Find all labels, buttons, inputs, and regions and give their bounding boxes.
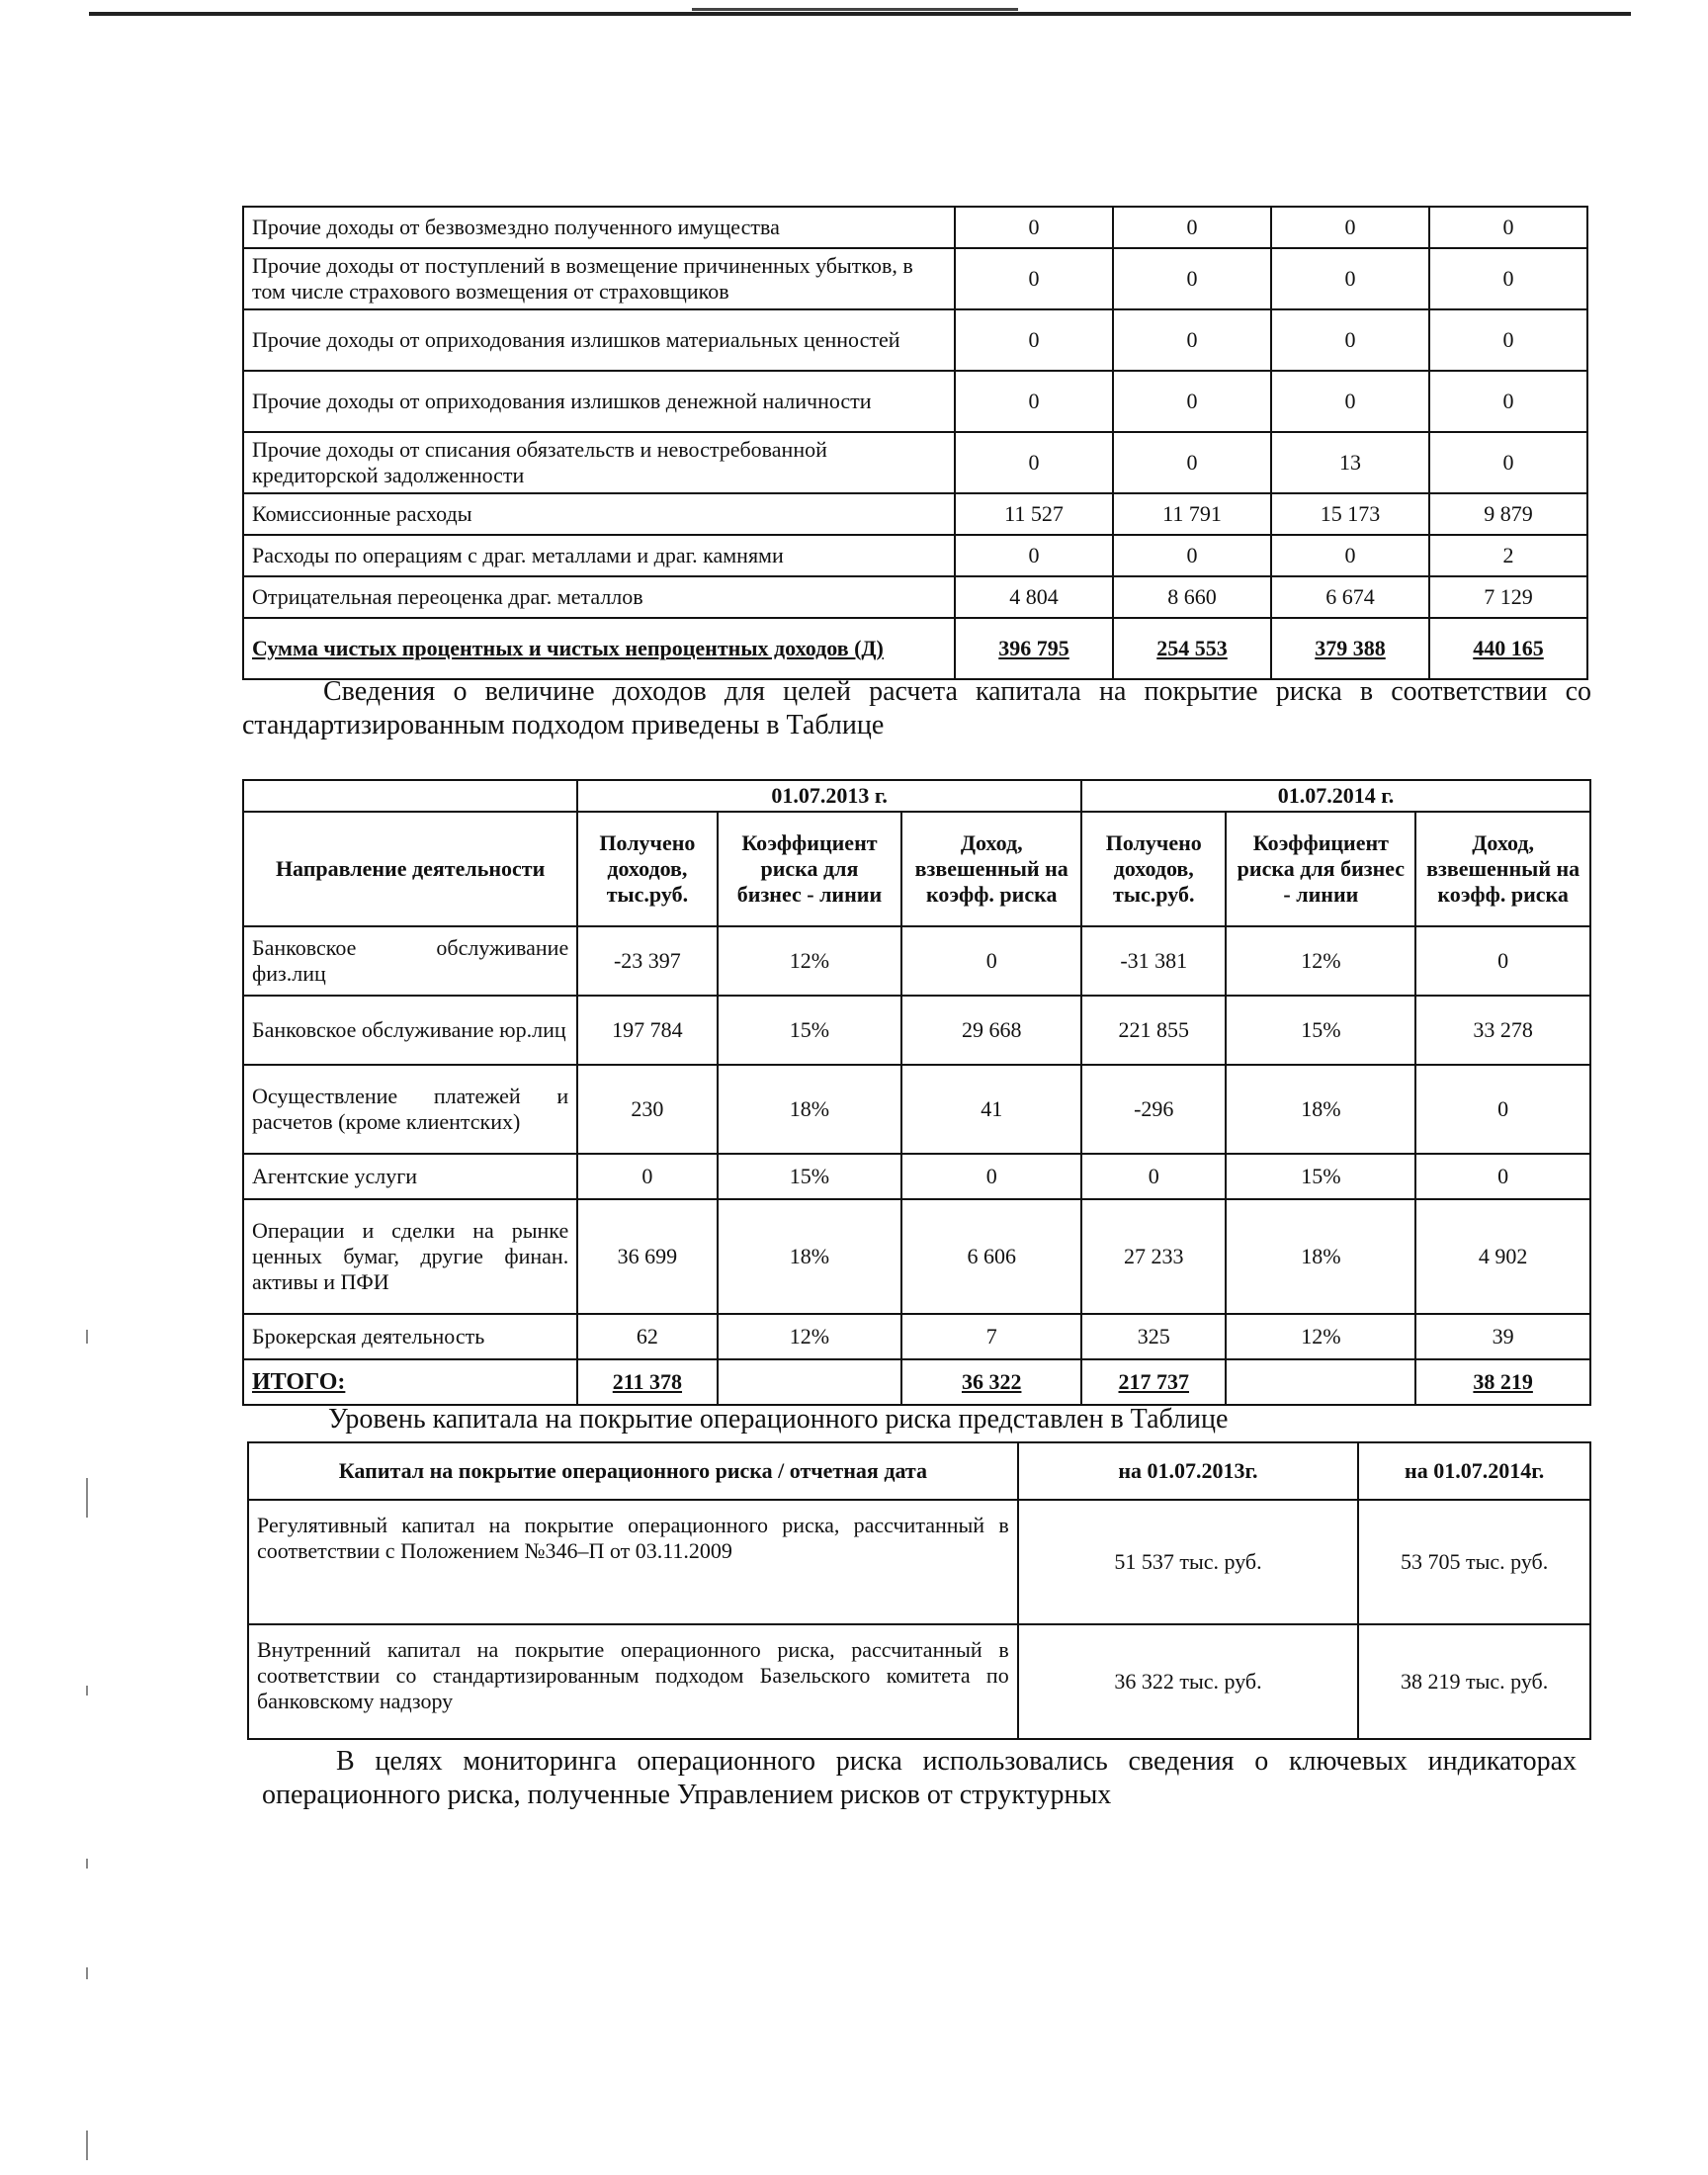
cell-value: 0 bbox=[955, 207, 1113, 248]
header-weighted: Доход, взвешенный на коэфф. риска bbox=[901, 812, 1081, 926]
cell-value: 4 804 bbox=[955, 576, 1113, 618]
cell-value: 254 553 bbox=[1113, 618, 1271, 679]
cell-value: 18% bbox=[718, 1199, 902, 1314]
cell-value: 0 bbox=[1415, 1154, 1590, 1199]
cell-value: 8 660 bbox=[1113, 576, 1271, 618]
cell-value: 12% bbox=[718, 1314, 902, 1359]
cell-value: 12% bbox=[718, 926, 902, 996]
cell-value: 38 219 bbox=[1415, 1359, 1590, 1405]
table-row bbox=[248, 1624, 1590, 1739]
cell-value: -296 bbox=[1081, 1065, 1226, 1154]
table-row bbox=[243, 207, 1587, 248]
cell-value: 0 bbox=[1113, 371, 1271, 432]
scan-top-border bbox=[89, 12, 1631, 16]
cell-value: 41 bbox=[901, 1065, 1081, 1154]
table-row bbox=[243, 926, 1590, 996]
cell-value: 36 322 тыс. руб. bbox=[1018, 1624, 1359, 1739]
paragraph-income-info: Сведения о величине доходов для целей расчета капитала на покрытие риска в соответствии со стандартизированным подходом приведены в Таблице bbox=[242, 676, 1591, 740]
cell-value: -23 397 bbox=[577, 926, 717, 996]
cell-value bbox=[1226, 1359, 1415, 1405]
cell-value: 51 537 тыс. руб. bbox=[1018, 1500, 1359, 1624]
table-row-total bbox=[243, 1359, 1590, 1405]
cell-value: 11 527 bbox=[955, 493, 1113, 535]
row-label: Регулятивный капитал на покрытие операционного риска, рассчитанный в соответствии с Положением №346–П от 03.11.2009 bbox=[248, 1500, 1018, 1624]
cell-value: 0 bbox=[1113, 309, 1271, 371]
cell-value: 0 bbox=[955, 248, 1113, 309]
cell-value: 12% bbox=[1226, 1314, 1415, 1359]
header-coef: Коэффициент риска для бизнес - линии bbox=[1226, 812, 1415, 926]
header-date-2013: 01.07.2013 г. bbox=[577, 780, 1081, 812]
row-label: Прочие доходы от безвозмездно полученного имущества bbox=[243, 207, 955, 248]
cell-value: 0 bbox=[1113, 248, 1271, 309]
row-label: Банковское обслуживание юр.лиц bbox=[243, 996, 577, 1065]
cell-value: 7 129 bbox=[1429, 576, 1587, 618]
cell-value: 0 bbox=[577, 1154, 717, 1199]
table-row bbox=[243, 371, 1587, 432]
cell-value: 29 668 bbox=[901, 996, 1081, 1065]
cell-value: 0 bbox=[1271, 248, 1429, 309]
row-label: Брокерская деятельность bbox=[243, 1314, 577, 1359]
cell-value: 221 855 bbox=[1081, 996, 1226, 1065]
cell-value: 11 791 bbox=[1113, 493, 1271, 535]
cell-value: 62 bbox=[577, 1314, 717, 1359]
header-row bbox=[243, 812, 1590, 926]
cell-value: 0 bbox=[1271, 309, 1429, 371]
cell-value: 230 bbox=[577, 1065, 717, 1154]
scan-top-border-thick bbox=[692, 8, 1018, 11]
table-row-total bbox=[243, 618, 1587, 679]
cell-value: 0 bbox=[901, 1154, 1081, 1199]
cell-value: 18% bbox=[718, 1065, 902, 1154]
cell-value: 6 606 bbox=[901, 1199, 1081, 1314]
cell-value: 18% bbox=[1226, 1065, 1415, 1154]
cell-value: 0 bbox=[955, 309, 1113, 371]
cell-value: 0 bbox=[1415, 1065, 1590, 1154]
table-row bbox=[243, 1314, 1590, 1359]
cell-value: 0 bbox=[1429, 371, 1587, 432]
margin-mark bbox=[86, 2131, 88, 2160]
cell-value: 0 bbox=[1081, 1154, 1226, 1199]
table-row bbox=[243, 535, 1587, 576]
risk-income-table bbox=[242, 779, 1591, 1406]
table-row bbox=[243, 493, 1587, 535]
row-label: Банковское обслуживание физ.лиц bbox=[243, 926, 577, 996]
cell-value: 325 bbox=[1081, 1314, 1226, 1359]
row-label: Прочие доходы от оприходования излишков материальных ценностей bbox=[243, 309, 955, 371]
cell-value: 9 879 bbox=[1429, 493, 1587, 535]
table-row bbox=[243, 1199, 1590, 1314]
row-label: Внутренний капитал на покрытие операционного риска, рассчитанный в соответствии со стандартизированным подходом Базельского комитета по банковскому надзору bbox=[248, 1624, 1018, 1739]
cell-value: 0 bbox=[1113, 432, 1271, 493]
cell-value: 15% bbox=[1226, 996, 1415, 1065]
table-row bbox=[243, 309, 1587, 371]
paragraph-monitoring: В целях мониторинга операционного риска использовались сведения о ключевых индикаторах операционного риска, полученные Управлением рисков от структурных bbox=[262, 1746, 1577, 1810]
header-empty bbox=[243, 780, 577, 812]
margin-mark bbox=[86, 1859, 88, 1869]
table-row bbox=[243, 432, 1587, 493]
income-table bbox=[242, 206, 1588, 680]
cell-value: 33 278 bbox=[1415, 996, 1590, 1065]
header-capital: Капитал на покрытие операционного риска / отчетная дата bbox=[248, 1442, 1018, 1500]
cell-value: 440 165 bbox=[1429, 618, 1587, 679]
header-row bbox=[248, 1442, 1590, 1500]
cell-value: 27 233 bbox=[1081, 1199, 1226, 1314]
cell-value: 7 bbox=[901, 1314, 1081, 1359]
cell-value: 0 bbox=[1113, 535, 1271, 576]
cell-value: 38 219 тыс. руб. bbox=[1358, 1624, 1590, 1739]
cell-value: 217 737 bbox=[1081, 1359, 1226, 1405]
header-coef: Коэффициент риска для бизнес - линии bbox=[718, 812, 902, 926]
cell-value: 0 bbox=[1113, 207, 1271, 248]
cell-value: 15% bbox=[1226, 1154, 1415, 1199]
cell-value: 6 674 bbox=[1271, 576, 1429, 618]
cell-value: 15% bbox=[718, 996, 902, 1065]
cell-value: 0 bbox=[955, 535, 1113, 576]
margin-mark bbox=[86, 1330, 88, 1344]
row-label: Расходы по операциям с драг. металлами и драг. камнями bbox=[243, 535, 955, 576]
capital-table bbox=[247, 1441, 1591, 1740]
header-direction: Направление деятельности bbox=[243, 812, 577, 926]
cell-value: 0 bbox=[1429, 309, 1587, 371]
cell-value: 0 bbox=[1429, 248, 1587, 309]
row-label: ИТОГО: bbox=[243, 1359, 577, 1405]
cell-value: 4 902 bbox=[1415, 1199, 1590, 1314]
margin-mark bbox=[86, 1686, 88, 1696]
row-label: Осуществление платежей и расчетов (кроме клиентских) bbox=[243, 1065, 577, 1154]
header-received: Получено доходов, тыс.руб. bbox=[1081, 812, 1226, 926]
table-row bbox=[243, 248, 1587, 309]
table-row bbox=[243, 996, 1590, 1065]
cell-value: 18% bbox=[1226, 1199, 1415, 1314]
header-weighted: Доход, взвешенный на коэфф. риска bbox=[1415, 812, 1590, 926]
cell-value: 0 bbox=[1429, 207, 1587, 248]
cell-value: 396 795 bbox=[955, 618, 1113, 679]
table-row bbox=[243, 576, 1587, 618]
cell-value: 0 bbox=[1415, 926, 1590, 996]
cell-value: 53 705 тыс. руб. bbox=[1358, 1500, 1590, 1624]
cell-value: -31 381 bbox=[1081, 926, 1226, 996]
margin-mark bbox=[86, 1478, 88, 1518]
header-received: Получено доходов, тыс.руб. bbox=[577, 812, 717, 926]
cell-value: 197 784 bbox=[577, 996, 717, 1065]
cell-value: 0 bbox=[1271, 371, 1429, 432]
cell-value: 15 173 bbox=[1271, 493, 1429, 535]
cell-value: 39 bbox=[1415, 1314, 1590, 1359]
margin-mark bbox=[86, 1967, 88, 1979]
cell-value: 15% bbox=[718, 1154, 902, 1199]
cell-value: 379 388 bbox=[1271, 618, 1429, 679]
cell-value: 2 bbox=[1429, 535, 1587, 576]
cell-value: 211 378 bbox=[577, 1359, 717, 1405]
table-row bbox=[243, 1154, 1590, 1199]
cell-value: 0 bbox=[1271, 535, 1429, 576]
header-row-dates bbox=[243, 780, 1590, 812]
cell-value: 13 bbox=[1271, 432, 1429, 493]
row-label: Агентские услуги bbox=[243, 1154, 577, 1199]
cell-value: 0 bbox=[1271, 207, 1429, 248]
row-label: Сумма чистых процентных и чистых непроцентных доходов (Д) bbox=[243, 618, 955, 679]
cell-value: 0 bbox=[901, 926, 1081, 996]
row-label: Прочие доходы от оприходования излишков денежной наличности bbox=[243, 371, 955, 432]
row-label: Прочие доходы от поступлений в возмещение причиненных убытков, в том числе страхового возмещения от страховщиков bbox=[243, 248, 955, 309]
cell-value: 0 bbox=[955, 371, 1113, 432]
cell-value: 12% bbox=[1226, 926, 1415, 996]
cell-value: 36 322 bbox=[901, 1359, 1081, 1405]
cell-value bbox=[718, 1359, 902, 1405]
header-date-2014: на 01.07.2014г. bbox=[1358, 1442, 1590, 1500]
cell-value: 0 bbox=[955, 432, 1113, 493]
table-row bbox=[243, 1065, 1590, 1154]
caption-capital-table: Уровень капитала на покрытие операционного риска представлен в Таблице bbox=[328, 1404, 1229, 1435]
row-label: Операции и сделки на рынке ценных бумаг, другие финан. активы и ПФИ bbox=[243, 1199, 577, 1314]
table-row bbox=[248, 1500, 1590, 1624]
row-label: Отрицательная переоценка драг. металлов bbox=[243, 576, 955, 618]
row-label: Комиссионные расходы bbox=[243, 493, 955, 535]
cell-value: 36 699 bbox=[577, 1199, 717, 1314]
header-date-2013: на 01.07.2013г. bbox=[1018, 1442, 1359, 1500]
row-label: Прочие доходы от списания обязательств и невостребованной кредиторской задолженности bbox=[243, 432, 955, 493]
header-date-2014: 01.07.2014 г. bbox=[1081, 780, 1590, 812]
cell-value: 0 bbox=[1429, 432, 1587, 493]
